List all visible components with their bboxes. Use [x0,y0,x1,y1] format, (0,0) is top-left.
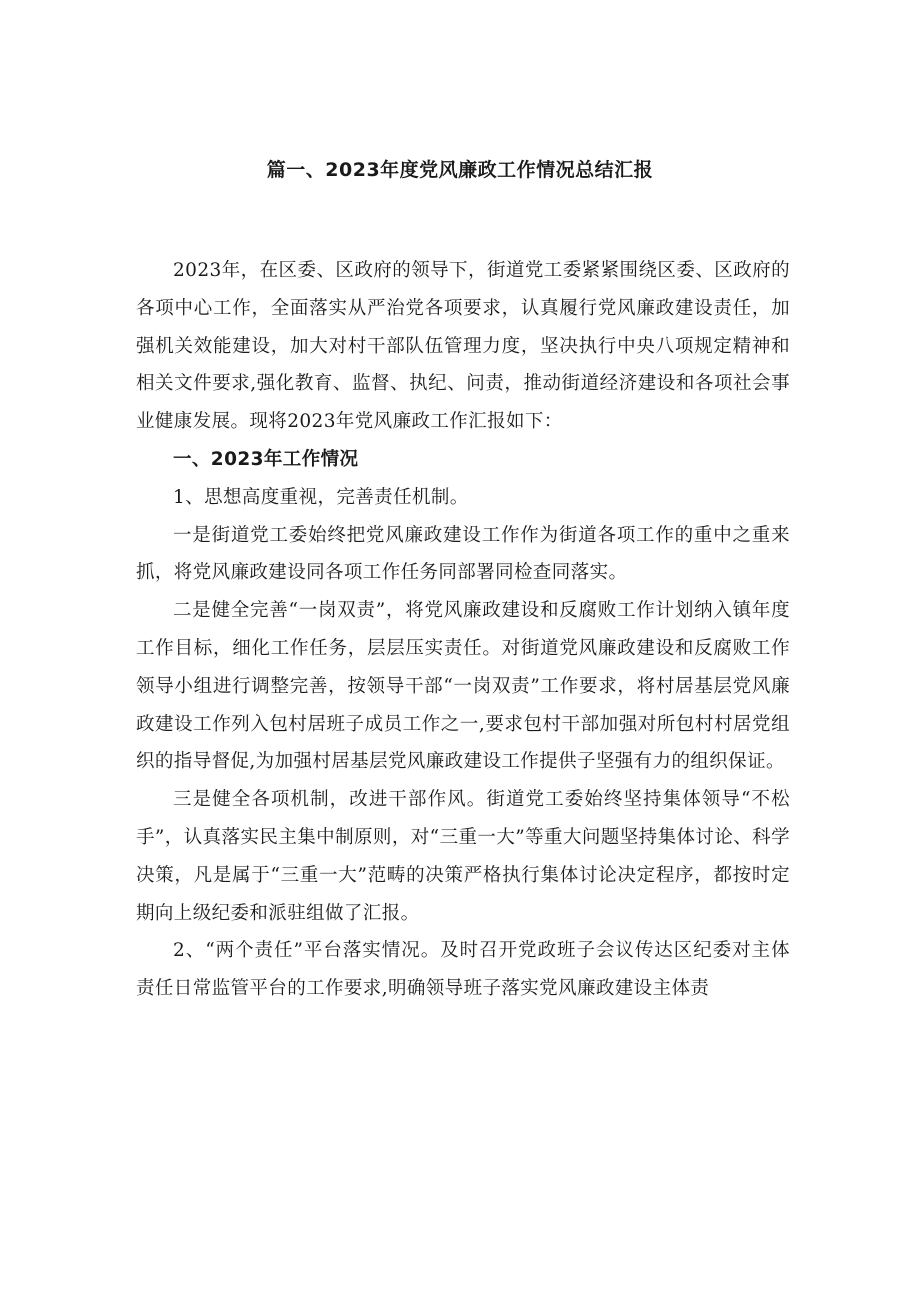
point-yi-paragraph: 一是街道党工委始终把党风廉政建设工作作为街道各项工作的重中之重来抓，将党风廉政建设同各项工作任务同部署同检查同落实。 [136,524,790,584]
item-1-paragraph: 1、思想高度重视，完善责任机制。 [173,486,469,508]
point-san-paragraph: 三是健全各项机制，改进干部作风。街道党工委始终坚持集体领导“不松手”，认真落实民主集中制原则，对“三重一大”等重大问题坚持集体讨论、科学决策，凡是属于“三重一大”范畴的决策严格执行集体讨论决定程序，都按时定期向上级纪委和派驻组做了汇报。 [136,789,790,924]
point-er-paragraph: 二是健全完善“一岗双责”，将党风廉政建设和反腐败工作计划纳入镇年度工作目标，细化工作任务，层层压实责任。对街道党风廉政建设和反腐败工作领导小组进行调整完善，按领导干部“一岗双责”工作要求，将村居基层党风廉政建设工作列入包村居班子成员工作之一,要求包村干部加强对所包村村居党组织的指导督促,为加强村居基层党风廉政建设工作提供子坚强有力的组织保证。 [136,600,790,773]
intro-paragraph: 2023年，在区委、区政府的领导下，街道党工委紧紧围绕区委、区政府的各项中心工作，全面落实从严治党各项要求，认真履行党风廉政建设责任，加强机关效能建设，加大对村干部队伍管理力度，坚决执行中央八项规定精神和相关文件要求,强化教育、监督、执纪、问责，推动街道经济建设和各项社会事业健康发展。现将2023年党风廉政工作汇报如下： [136,260,790,433]
section-heading-1: 一、2023年工作情况 [173,448,359,470]
document-title: 篇一、2023年度党风廉政工作情况总结汇报 [266,159,654,181]
document-body [136,252,790,1008]
item-2-paragraph: 2、“两个责任”平台落实情况。及时召开党政班子会议传达区纪委对主体责任日常监管平台的工作要求,明确领导班子落实党风廉政建设主体责 [136,940,790,1000]
